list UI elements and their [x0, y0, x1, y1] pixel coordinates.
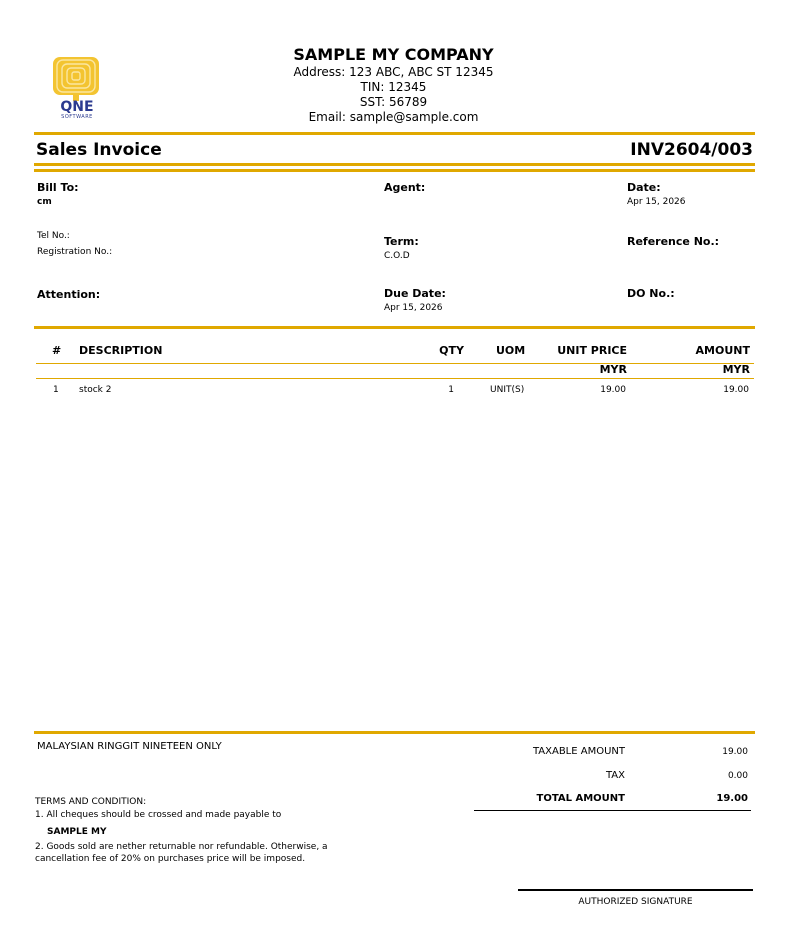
- attention-label: Attention:: [37, 288, 101, 301]
- due-date-value: Apr 15, 2026: [384, 303, 443, 313]
- col-header-description: DESCRIPTION: [79, 344, 163, 357]
- tax-value: 0.00: [727, 771, 748, 781]
- row-uom: UNIT(S): [490, 385, 525, 395]
- divider: [34, 731, 755, 734]
- due-date-label: Due Date:: [384, 287, 446, 300]
- company-address: Address: 123 ABC, ABC ST 12345: [293, 65, 494, 79]
- term-value: C.O.D: [384, 251, 410, 261]
- terms-title: TERMS AND CONDITION:: [35, 797, 147, 807]
- term-2-line2: cancellation fee of 20% on purchases price will be imposed.: [35, 854, 306, 864]
- divider: [34, 132, 755, 135]
- invoice-number: INV2604/003: [630, 140, 753, 160]
- total-underline: [474, 810, 751, 811]
- amount-currency: MYR: [722, 363, 750, 376]
- date-label: Date:: [627, 181, 661, 194]
- col-header-qty: QTY: [439, 344, 464, 357]
- signature-line: [518, 889, 753, 891]
- row-amount: 19.00: [723, 385, 749, 395]
- divider: [36, 378, 754, 379]
- bill-to-name: cm: [37, 197, 52, 207]
- term-label: Term:: [384, 235, 419, 248]
- registration-label: Registration No.:: [37, 247, 113, 257]
- col-header-uom: UOM: [496, 344, 526, 357]
- authorized-signature-label: AUTHORIZED SIGNATURE: [578, 897, 693, 907]
- document-title: Sales Invoice: [36, 140, 162, 160]
- col-header-amount: AMOUNT: [695, 344, 750, 357]
- divider: [36, 363, 754, 364]
- logo-text: QNE: [60, 99, 94, 115]
- divider: [34, 326, 755, 329]
- bill-to-label: Bill To:: [37, 181, 79, 194]
- company-logo: [52, 56, 102, 122]
- table-row: [0, 385, 789, 399]
- taxable-amount-value: 19.00: [722, 747, 748, 757]
- taxable-amount-label: TAXABLE AMOUNT: [532, 746, 625, 757]
- company-sst: SST: 56789: [359, 95, 428, 109]
- term-1-company: SAMPLE MY: [47, 827, 107, 837]
- row-description: stock 2: [79, 385, 112, 395]
- total-amount-label: TOTAL AMOUNT: [536, 793, 625, 804]
- reference-label: Reference No.:: [627, 235, 720, 248]
- row-qty: 1: [448, 385, 454, 395]
- company-name: SAMPLE MY COMPANY: [293, 45, 494, 64]
- term-1: 1. All cheques should be crossed and made payable to: [35, 810, 282, 820]
- company-email: Email: sample@sample.com: [308, 110, 479, 124]
- col-header-num: #: [52, 344, 62, 357]
- col-header-unit-price: UNIT PRICE: [557, 344, 627, 357]
- tax-label: TAX: [605, 770, 625, 781]
- logo-subtext: SOFTWARE: [61, 114, 93, 120]
- date-value: Apr 15, 2026: [627, 197, 686, 207]
- term-2-line1: 2. Goods sold are nether returnable nor refundable. Otherwise, a: [35, 842, 328, 852]
- agent-label: Agent:: [384, 181, 426, 194]
- amount-in-words: MALAYSIAN RINGGIT NINETEEN ONLY: [37, 741, 222, 752]
- tel-label: Tel No.:: [37, 231, 70, 241]
- do-number-label: DO No.:: [627, 287, 675, 300]
- divider: [34, 169, 755, 172]
- total-amount-value: 19.00: [716, 793, 748, 804]
- divider: [34, 163, 755, 166]
- company-header: [200, 45, 587, 125]
- row-num: 1: [53, 385, 59, 395]
- company-tin: TIN: 12345: [360, 80, 427, 94]
- unit-price-currency: MYR: [599, 363, 627, 376]
- row-unit-price: 19.00: [600, 385, 626, 395]
